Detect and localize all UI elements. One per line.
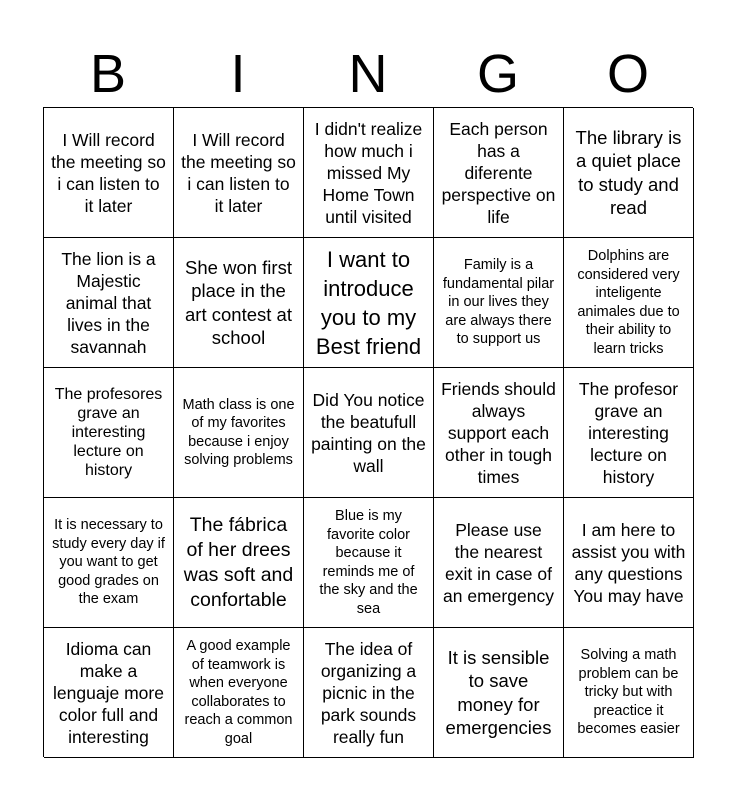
cell-text: I didn't realize how much i missed My Home Town until visited: [314, 118, 423, 227]
bingo-cell[interactable]: [44, 368, 174, 498]
bingo-cell[interactable]: [304, 238, 434, 368]
bingo-cell[interactable]: [564, 368, 694, 498]
header-letter-b: B: [89, 44, 127, 104]
cell-text: She won first place in the art contest at school: [185, 256, 292, 348]
bingo-header: [43, 42, 693, 106]
cell-text: The library is a quiet place to study and read: [575, 126, 682, 218]
cell-text: The profesor grave an interesting lecture on history: [578, 378, 679, 487]
cell-text: Idioma can make a lenguaje more color full and interesting: [53, 638, 164, 747]
bingo-cell[interactable]: [564, 498, 694, 628]
cell-text: Math class is one of my favorites because i enjoy solving problems: [182, 396, 295, 468]
bingo-cell[interactable]: [434, 368, 564, 498]
cell-text: I Will record the meeting so i can listen to it later: [51, 129, 166, 216]
cell-text: A good example of teamwork is when everyone collaborates to reach a common goal: [184, 638, 293, 747]
cell-text: Each person has a diferente perspective on life: [441, 118, 556, 227]
bingo-cell[interactable]: [434, 108, 564, 238]
cell-text: Dolphins are considered very inteligente animales due to their ability to learn tricks: [577, 248, 680, 357]
cell-text: Friends should always support each other in tough times: [441, 378, 556, 487]
cell-text: I want to introduce you to my Best friend: [315, 246, 422, 359]
cell-text: Family is a fundamental pilar in our lives they are always there to support us: [442, 257, 555, 348]
bingo-cell[interactable]: [174, 498, 304, 628]
cell-text: Did You notice the beatufull painting on the wall: [311, 389, 426, 476]
bingo-cell[interactable]: [44, 498, 174, 628]
cell-text: The profesores grave an interesting lecture on history: [54, 386, 163, 479]
bingo-cell[interactable]: [434, 628, 564, 758]
bingo-cell[interactable]: [434, 238, 564, 368]
cell-text: Blue is my favorite color because it reminds me of the sky and the sea: [319, 508, 418, 617]
header-letter-n: N: [348, 44, 388, 104]
cell-text: It is sensible to save money for emergencies: [445, 646, 552, 738]
bingo-cell[interactable]: [304, 108, 434, 238]
bingo-cell[interactable]: [174, 108, 304, 238]
cell-text: I am here to assist you with any questions You may have: [571, 519, 686, 606]
cell-text: It is necessary to study every day if you want to get good grades on the exam: [52, 517, 165, 608]
cell-text: I Will record the meeting so i can listen to it later: [181, 129, 296, 216]
bingo-cell[interactable]: [564, 238, 694, 368]
header-letter-g: G: [476, 44, 519, 104]
cell-text: The idea of organizing a picnic in the park sounds really fun: [320, 638, 417, 747]
bingo-cell[interactable]: [304, 498, 434, 628]
header-letter-i: I: [230, 44, 246, 104]
bingo-cell[interactable]: [174, 628, 304, 758]
cell-text: The lion is a Majestic animal that lives in the savannah: [61, 248, 156, 357]
bingo-cell[interactable]: [44, 628, 174, 758]
bingo-cell[interactable]: [304, 628, 434, 758]
bingo-cell[interactable]: [304, 368, 434, 498]
cell-text: The fábrica of her drees was soft and confortable: [183, 513, 294, 611]
header-letter-o: O: [606, 44, 649, 104]
bingo-cell[interactable]: [174, 238, 304, 368]
bingo-grid: [43, 107, 693, 757]
bingo-cell[interactable]: [564, 628, 694, 758]
cell-text: Solving a math problem can be tricky but with preactice it becomes easier: [577, 647, 680, 738]
bingo-cell[interactable]: [174, 368, 304, 498]
bingo-cell[interactable]: [44, 108, 174, 238]
bingo-cell[interactable]: [434, 498, 564, 628]
cell-text: Please use the nearest exit in case of an emergency: [443, 519, 554, 606]
bingo-cell[interactable]: [44, 238, 174, 368]
bingo-cell[interactable]: [564, 108, 694, 238]
